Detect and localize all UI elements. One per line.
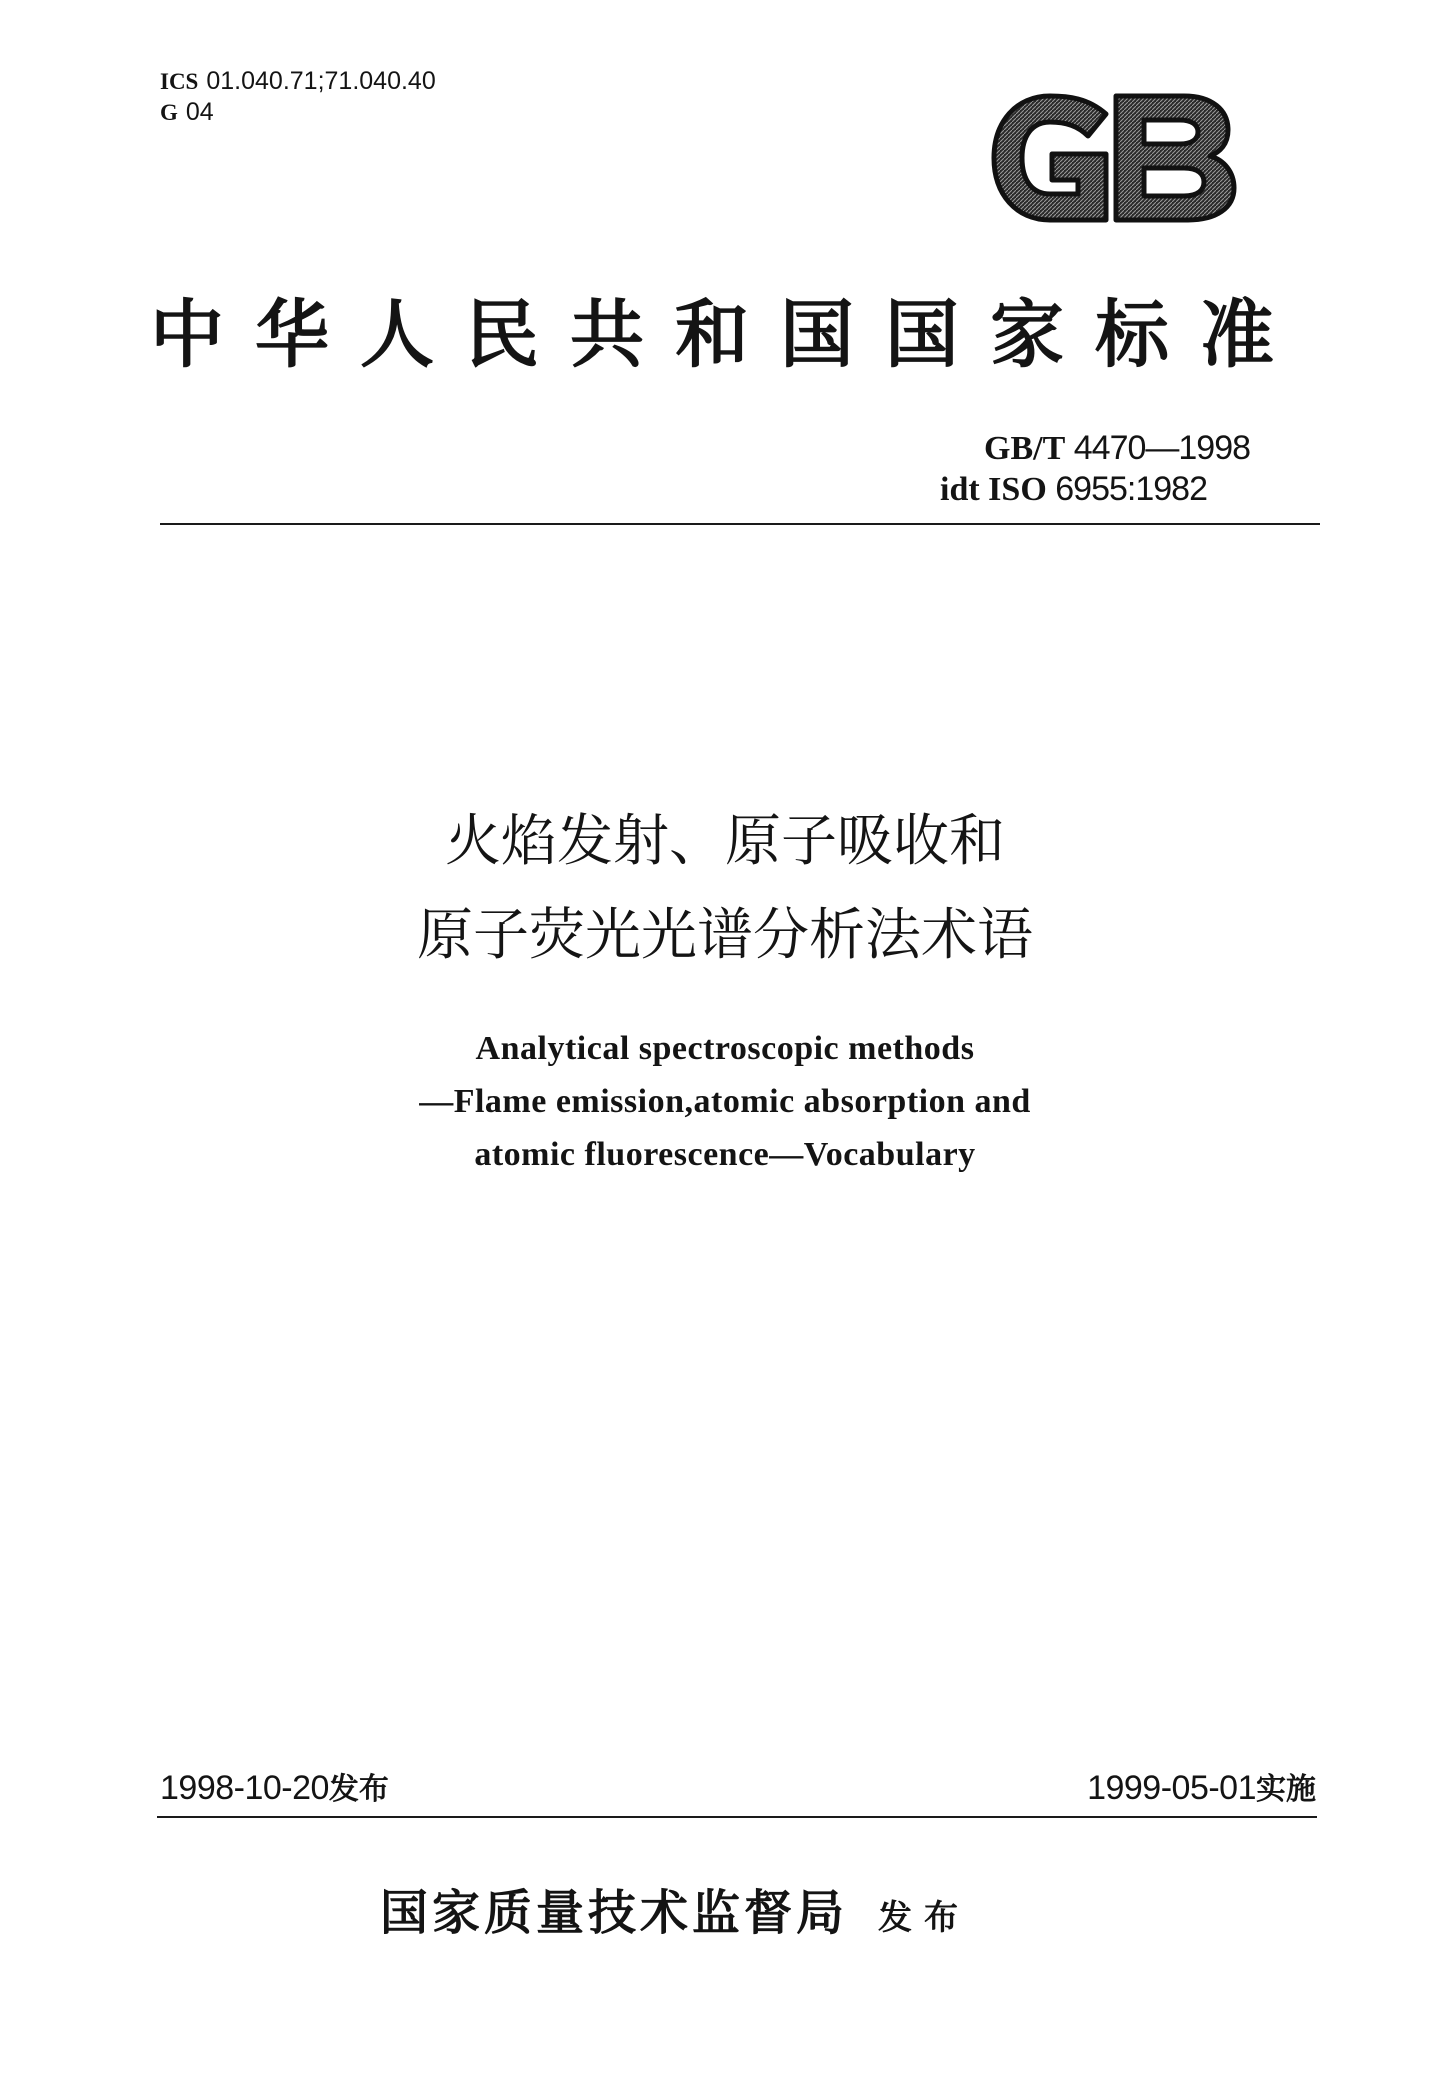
- issuing-authority: [380, 1878, 970, 1960]
- idt-reference: [940, 469, 1250, 510]
- ics-label: ICS: [160, 69, 199, 94]
- standard-number-block: [940, 428, 1250, 510]
- issuing-action: 发布: [878, 1898, 971, 1938]
- issue-date: [160, 1768, 389, 1810]
- idt-number: 6955:1982: [1055, 470, 1207, 508]
- implement-date-label: 实施: [1256, 1772, 1316, 1807]
- standard-number-prefix: GB/T: [984, 430, 1066, 467]
- ics-codes: 01.040.71;71.040.40: [206, 67, 436, 95]
- issue-date-value: 1998-10-20: [160, 1769, 329, 1807]
- footer-divider: [157, 1816, 1317, 1818]
- ccs-line: [160, 97, 436, 128]
- ics-line: [160, 66, 436, 97]
- title-cn-line-2: 原子荧光光谱分析法术语: [417, 903, 1033, 968]
- implement-date-value: 1999-05-01: [1087, 1769, 1256, 1807]
- standard-number-value: 4470—1998: [1073, 429, 1251, 467]
- issuing-organization: 国家质量技术监督局: [380, 1885, 849, 1941]
- title-en-line-1: Analytical spectroscopic methods: [475, 1030, 975, 1067]
- gb-logo-icon: [988, 90, 1238, 226]
- implement-date: [1087, 1768, 1316, 1810]
- idt-prefix: idt ISO: [940, 471, 1047, 508]
- title-cn-line-1: 火焰发射、原子吸收和: [445, 809, 1005, 874]
- classification-codes: [160, 66, 436, 128]
- title-en-line-3: atomic fluorescence—Vocabulary: [474, 1136, 976, 1173]
- standard-number: [984, 428, 1250, 469]
- header-divider: [160, 523, 1320, 525]
- national-standard-title: 中华人民共和国国家标准: [150, 292, 1305, 378]
- title-en-line-2: —Flame emission,atomic absorption and: [419, 1083, 1031, 1120]
- logo-letter-g: [994, 96, 1106, 220]
- ccs-label: G: [160, 100, 178, 125]
- issue-date-label: 发布: [328, 1772, 389, 1807]
- logo-letter-b: [1116, 96, 1234, 220]
- ccs-code: 04: [185, 98, 214, 126]
